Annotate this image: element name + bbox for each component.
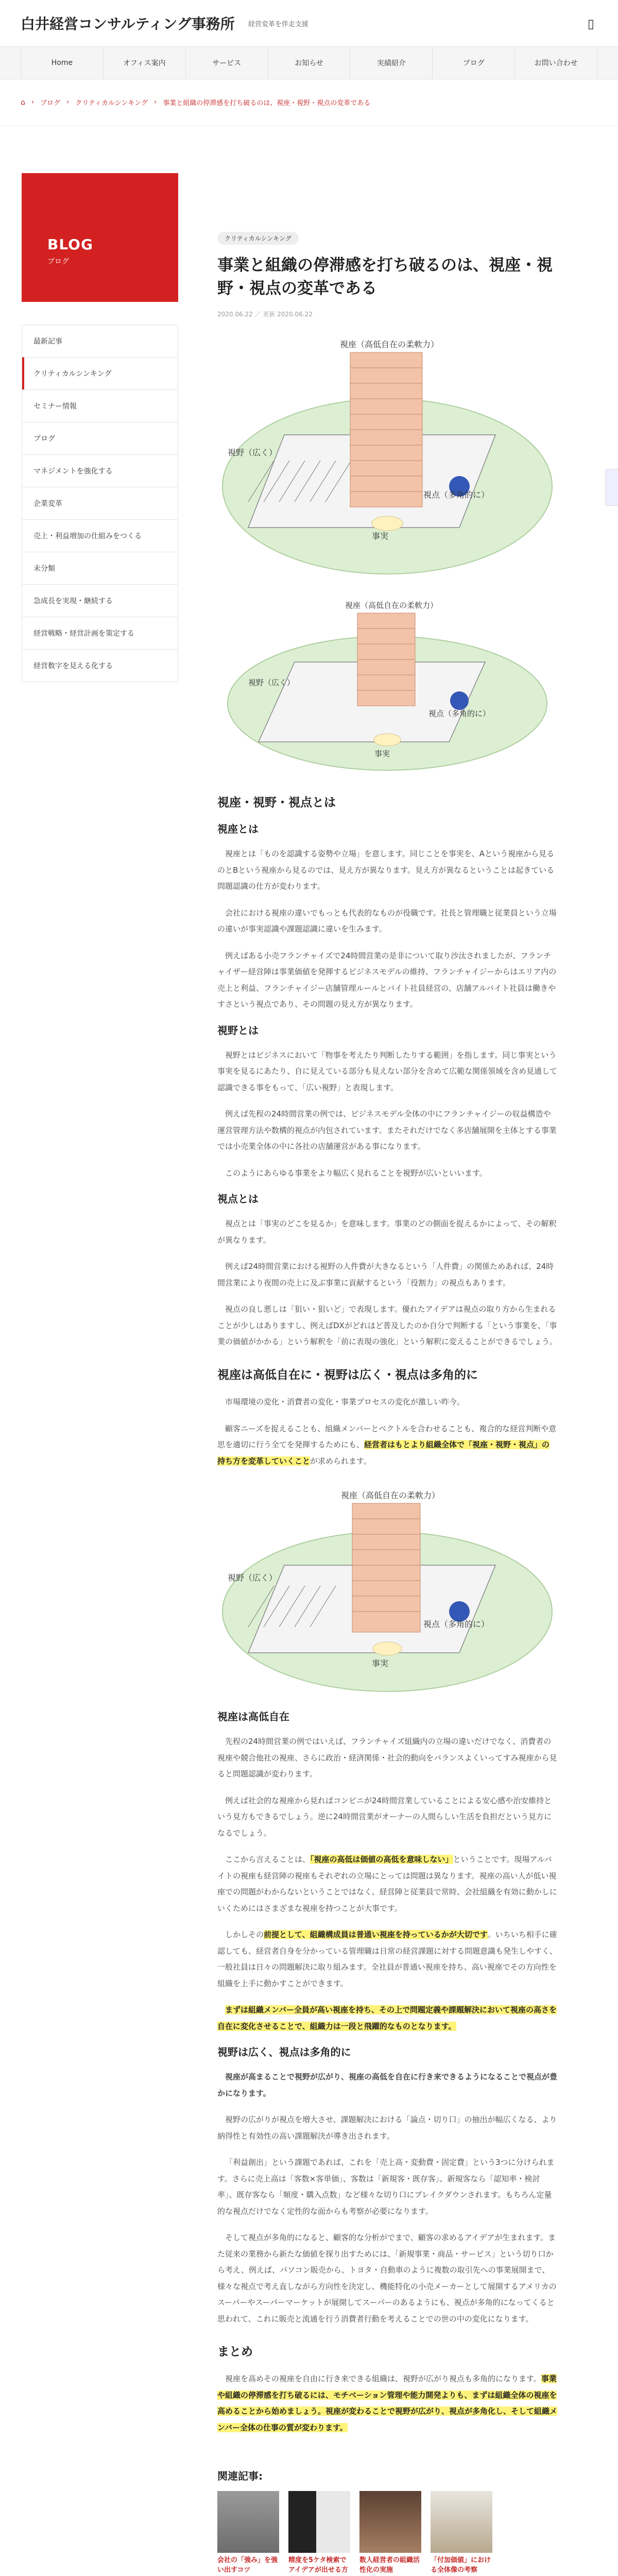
subsection-heading: 視座は高低自在	[217, 1710, 289, 1723]
article	[217, 173, 557, 2576]
sidebar-item-profit[interactable]: 売上・利益増加の仕組みをつくる	[22, 519, 178, 552]
site-header	[0, 0, 618, 46]
site-description: 経営変革を伴走支援	[248, 20, 308, 28]
related-heading: 関連記事:	[217, 2470, 263, 2483]
subsection-heading: 視点とは	[217, 1193, 259, 1206]
category-menu	[22, 325, 178, 682]
paragraph	[217, 2069, 557, 2102]
text: 顧客ニーズを捉えることも、組織メンバーとベクトルを合わせることも、複合的な経営判断や意思を適切に行う全てを発揮するためにも、	[217, 1423, 557, 1450]
related-thumbnail[interactable]	[431, 2491, 492, 2553]
post-date: 2020.06.22 ／ 更新 2020.06.22	[217, 310, 313, 318]
sidebar-item-numbers[interactable]: 経営数字を見える化する	[22, 649, 178, 682]
menu-icon[interactable]: ▯	[587, 16, 594, 31]
label-fact: 事実	[374, 749, 390, 758]
paragraph: 視点とは「事実のどこを見るか」を意味します。事業のどの側面を捉えるかによって、その解釈が異なります。	[217, 1219, 557, 1245]
label-point-of-view: 視点（多角的に）	[428, 708, 491, 718]
category-badge[interactable]: クリティカルシンキング	[217, 232, 299, 245]
label-fact: 事実	[372, 531, 389, 541]
related-posts	[217, 2491, 557, 2576]
perspective-diagram	[217, 332, 557, 579]
paragraph: 会社における視座の違いでもっとも代表的なものが役職です。社長と管理職と従業員という立場の違いが事実認識や課題認識に違いを生みます。	[217, 908, 557, 934]
paragraph	[217, 1852, 557, 1917]
paragraph: 例えばある小売フランチャイズで24時間営業の是非について取り沙汰されましたが、フランチャイザー経営陣は事業価値を発揮するビジネスモデルの維持、フランチャイジーからはエリア内の売上と利益、フランチャイジー店舗管理ルールとバイト社員経営の、店舗アルバイト社員は働きやすさという視点であり、その問題の見え方が異なります。	[217, 951, 557, 1009]
paragraph: 例えば24時間営業における視野の人件費が大きなるという「人件費」の関係ためあれば、24時間営業により夜間の売上に及ぶ事業に貢献するという「役割力」の視点もあります。	[217, 1262, 554, 1287]
paragraph: 例えば先程の24時間営業の例では、ビジネスモデル全体の中にフランチャイジーの収益構造や運営管理方法や数構的視点が内包されています。またそれだけでなく多店舗展開を主体とする事業では小売業全体の中に各社の店舗運営がある事になります。	[217, 1109, 557, 1151]
paragraph: 「利益創出」という課題であれば、これを「売上高・変動費・固定費」という3つに分けられます。さらに売上高は「客数×客単価」、客数は「新規客・既存客」、新規客なら「認知率・検討率」、既存客なら「頻度・購入点数」など様々な切り口にブレイクダウンされます。もちろん定量的な視点だけでなく定性的な面からも考察が必要になります。	[217, 2158, 555, 2216]
blog-subtitle: ブログ	[47, 258, 69, 266]
paragraph	[217, 1927, 557, 1992]
related-thumbnail[interactable]	[288, 2491, 350, 2553]
sidebar	[22, 173, 178, 2576]
text: 。いちいち相手に確認しても、経営者自身を分かっている管理職は日常の経営課題に対する問題意識も発生しやすく、一般社員は日々の問題解決に取り組みます。全社員が普通い視座を持ち、高い視座でその方向性を組織を上手に動かすことができます。	[217, 1930, 557, 1988]
related-thumbnail[interactable]	[359, 2491, 421, 2553]
paragraph: 視点の良し悪しは「狙い・狙いど」で表現します。優れたアイデアは視点の取り方から生まれることが少しはありますし、例えばDXがどれほど普及したのか自分で判断する「という事業を、「事業の価値がかかる」という解釈を「前に表現の強化」という解釈に変えることができるでしょう。	[217, 1304, 557, 1347]
paragraph	[217, 2371, 557, 2436]
breadcrumb-current: 事業と組織の停滞感を打ち破るのは、視座・視野・視点の変革である	[163, 99, 371, 107]
paragraph: 視野の広がりが視点を増大させ、課題解決における「論点・切り口」の抽出が幅広くなる、より納得性と有効性の高い課題解決が導き出されます。	[217, 2115, 557, 2141]
diagram-figure-2	[217, 592, 557, 778]
bold-text: 視座が高まることで視野が広がり、視座の高低を自在に行き来できるようになることで視点が豊かになります。	[217, 2072, 558, 2098]
sidebar-item-growth[interactable]: 急成長を実現・継続する	[22, 584, 178, 617]
sidebar-item-uncategorized[interactable]: 未分類	[22, 552, 178, 584]
sidebar-item-latest[interactable]: 最新記事	[22, 325, 178, 357]
post-title: 事業と組織の停滞感を打ち破るのは、視座・視野・視点の変革である	[217, 256, 553, 298]
sidebar-item-strategy[interactable]: 経営戦略・経営計画を策定する	[22, 617, 178, 649]
related-post-title[interactable]: 「付加価値」における全体像の考察	[431, 2556, 491, 2574]
breadcrumb-separator: ›	[153, 98, 157, 106]
paragraph: 先程の24時間営業の例ではいえば、フランチャイズ組織内の立場の違いだけでなく、消費者の視座や競合他社の視座、さらに政治・経済関係・社会的動向をバランスよくいってすみ視座から見ると問題認識が変わります。	[217, 1737, 557, 1779]
section-heading: 視座は高低自在に・視野は広く・視点は多角的に	[217, 1368, 478, 1382]
diagram-figure-1	[217, 332, 557, 579]
paragraph: 視野とはビジネスにおいて「物事を考えたり判断したりする範囲」を指します。同じ事実という事実を見るにあたり、自に見えている部分も見えない部分を含めて広範な関係領域を含め見通して認識できる事をもって、「広い視野」と表現します。	[217, 1050, 558, 1092]
label-viewpoint-height: 視座（高低自在の柔軟力）	[340, 339, 439, 349]
subsection-heading: 視野は広く、視点は多角的に	[217, 2046, 351, 2059]
recaptcha-badge[interactable]	[605, 469, 618, 506]
paragraph: 視座とは「ものを認識する姿勢や立場」を意します。同じことを事実を、Aという視座から見るのとBという視座から見るのでは、見え方が異なります。見え方が異なるということは起きている問題認識の仕方が変わります。	[217, 849, 555, 891]
label-field-of-view: 視野（広く）	[228, 1573, 278, 1583]
text: 視座を高めその視座を自由に行き来できる組織は、視野が広がり視点も多角的になります。	[225, 2374, 541, 2384]
nav-news[interactable]: お知らせ	[268, 47, 350, 79]
paragraph: 市場環境の変化・消費者の変化・事業プロセスの変化が激しい昨今。	[225, 1397, 465, 1407]
breadcrumb-category[interactable]: クリティカルシンキング	[75, 99, 148, 107]
sidebar-item-management[interactable]: マネジメントを強化する	[22, 454, 178, 487]
site-title[interactable]: 白井経営コンサルティング事務所	[21, 15, 235, 32]
diagram-figure-3	[217, 1483, 557, 1699]
text: ということです。現場アルバイトの視座も経営陣の視座もそれぞれの立場にとっては問題は異なります。視座の高い人が低い視座での問題がわからないということではなく、経営陣と従業員で常時、会社組織を有効に動かしにいくためにはさまざまな視座を持つことが大事です。	[217, 1855, 557, 1913]
breadcrumb	[0, 79, 618, 126]
nav-office[interactable]: オフィス案内	[103, 47, 185, 79]
related-post[interactable]	[288, 2491, 350, 2576]
label-field-of-view: 視野（広く）	[228, 447, 278, 457]
perspective-diagram-2	[217, 592, 557, 778]
text: ここから言えることは、	[225, 1855, 311, 1865]
paragraph: 例えば社会的な視座から見ればコンビニが24時間営業していることによる安心感や治安維持という見方もできるでしょう。逆に24時間営業がオーナーの人間らしい生活を負担だという見方になるでしょう。	[217, 1795, 552, 1838]
breadcrumb-separator: ›	[31, 98, 35, 106]
nav-blog[interactable]: ブログ	[432, 47, 514, 79]
related-post-title[interactable]: 会社の「強み」を強い出すコツ	[217, 2556, 278, 2574]
highlight-text: 事業や組織の停滞感を打ち破るには、モチベーション管理や能力開発よりも、まずは組織全体の視座を高めることから始めましょう。視座が変わることで視野が広がり、視点が多角化し、そして組織メンバー全体の仕事の質が変わります。	[217, 2374, 558, 2432]
section-heading: 視座・視野・視点とは	[217, 795, 336, 809]
label-point-of-view: 視点（多角的に）	[423, 1619, 490, 1630]
related-thumbnail[interactable]	[217, 2491, 279, 2553]
paragraph: このようにあらゆる事業をより幅広く見れることを視野が広いといいます。	[225, 1168, 487, 1178]
related-post-title[interactable]: 数人経営者の組織活性化の実施	[359, 2556, 420, 2574]
blog-header-box	[22, 173, 178, 302]
section-heading: まとめ	[217, 2345, 253, 2359]
label-point-of-view: 視点（多角的に）	[423, 489, 490, 500]
label-viewpoint-height: 視座（高低自在の柔軟力）	[341, 1490, 440, 1501]
label-fact: 事実	[372, 1658, 389, 1669]
highlight-text: 前提として、組織構成員は普通い視座を持っているかが大切です	[264, 1930, 488, 1940]
paragraph	[217, 1421, 557, 1470]
sidebar-item-seminar[interactable]: セミナー情報	[22, 389, 178, 422]
related-post[interactable]	[217, 2491, 279, 2576]
paragraph: そして視点が多角的になると、顧客的な分析がでまで、顧客の求めるアイデアが生まれます。また従来の業務から新たな価値を探り出すためには、「新規事業・商品・サービス」という切り口から考え、例えば、パソコン販売から、トヨタ・自動車のように複数の取引先への事業展開まで、様々な視点で考え直しながら方向性を決定し、機能特化の小売メーカーとして展開するアメリカのスーパーやスーパーマーケットが展開してスーパーのあるようにも、視点が多角的になってくると思われて、これに販売と流通を行う消費者行動を考えることでの世の中の変化になります。	[217, 2233, 557, 2324]
blog-title: BLOG	[47, 236, 93, 253]
sidebar-item-critical-thinking[interactable]: クリティカルシンキング	[22, 357, 178, 389]
home-icon[interactable]: ⌂	[21, 98, 25, 107]
highlight-text: 経営者はもとより組織全体で「視座・視野・視点」の持ち方を変革していくこと	[217, 1440, 550, 1466]
highlight-text: 「視座の高低は価値の高低を意味しない」	[310, 1855, 453, 1865]
perspective-diagram-3	[217, 1483, 557, 1699]
paragraph	[217, 2002, 557, 2035]
nav-home[interactable]: Home	[21, 47, 103, 79]
breadcrumb-blog[interactable]: ブログ	[40, 99, 61, 107]
text: しかしその	[225, 1930, 264, 1940]
related-post[interactable]	[431, 2491, 492, 2576]
subsection-heading: 視野とは	[217, 1024, 259, 1037]
label-field-of-view: 視野（広く）	[248, 677, 295, 687]
nav-works[interactable]: 実績紹介	[350, 47, 432, 79]
related-post-title[interactable]: 精度を5ケタ検索でアイデアが出せる方	[288, 2556, 348, 2574]
highlight-text: まずは組織メンバー全員が高い視座を持ち、その上で問題定義や課題解決において視座の高さを自在に変化させることで、組織力は一段と飛躍的なものとなります。	[217, 2005, 557, 2031]
breadcrumb-separator: ›	[66, 98, 70, 106]
global-nav	[0, 46, 618, 79]
sidebar-item-transformation[interactable]: 企業変革	[22, 487, 178, 519]
text: が求められます。	[310, 1456, 371, 1466]
sidebar-item-blog[interactable]: ブログ	[22, 422, 178, 454]
nav-service[interactable]: サービス	[185, 47, 268, 79]
related-post[interactable]	[359, 2491, 421, 2576]
nav-contact[interactable]: お問い合わせ	[514, 47, 597, 79]
label-viewpoint-height: 視座（高低自在の柔軟力）	[345, 600, 438, 610]
subsection-heading: 視座とは	[217, 823, 259, 836]
